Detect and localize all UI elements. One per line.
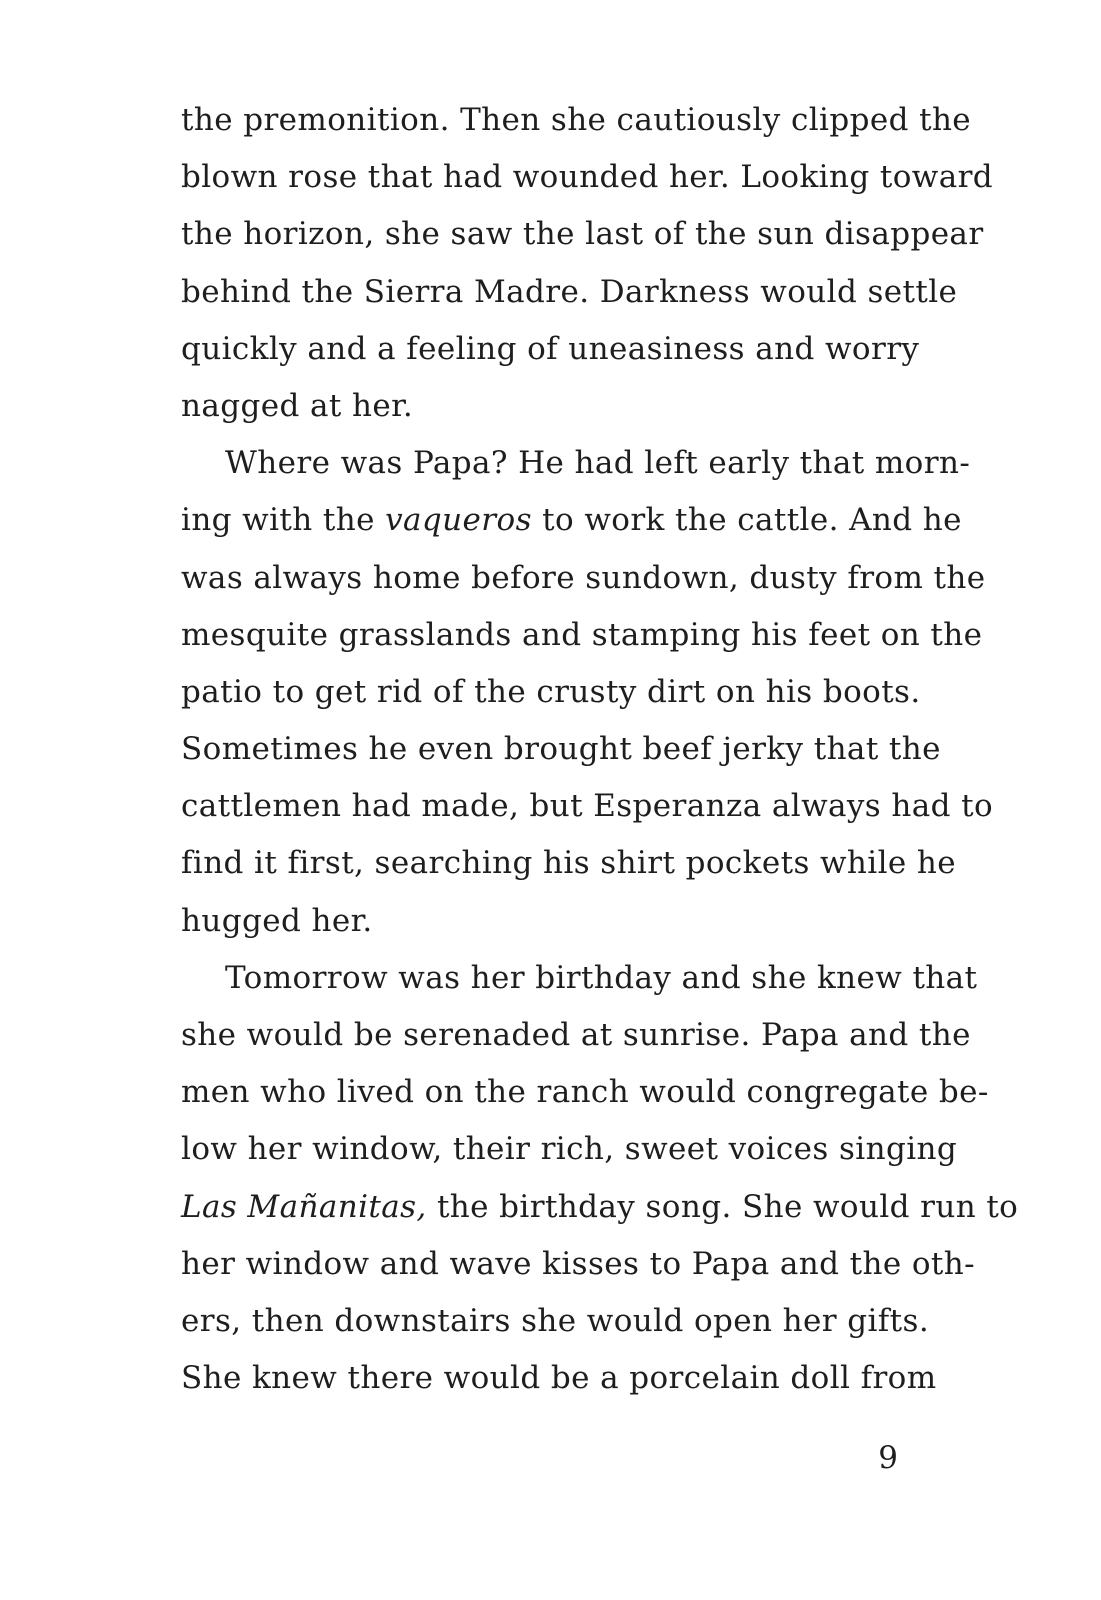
text-line <box>181 92 972 149</box>
text-run: low her window, their rich, sweet voices singing <box>181 1131 958 1168</box>
text-line <box>181 492 962 549</box>
text-run: the horizon, she saw the last of the sun disappear <box>181 216 984 253</box>
text-run: cattlemen had made, but Esperanza always had to <box>181 788 994 825</box>
paragraph <box>181 92 994 435</box>
text-run: patio to get rid of the crusty dirt on his boots. <box>181 673 921 710</box>
text-run: behind the Sierra Madre. Darkness would settle <box>181 273 958 310</box>
text-line <box>181 1236 976 1293</box>
text-line <box>181 550 986 607</box>
text-line <box>181 1121 958 1178</box>
text-run: the premonition. Then she cautiously clipped the <box>181 102 972 138</box>
text-run: blown rose that had wounded her. Looking toward <box>181 159 994 196</box>
text-run: quickly and a feeling of uneasiness and worry <box>181 330 920 367</box>
italic-text: Las Mañanitas, <box>181 1188 427 1225</box>
text-run: her window and wave kisses to Papa and the oth- <box>181 1245 976 1282</box>
text-line <box>181 607 983 664</box>
text-run: Sometimes he even brought beef jerky that the <box>181 731 941 768</box>
text-line <box>181 835 957 892</box>
text-line <box>181 378 899 435</box>
text-run: Where was Papa? He had left early that morn- <box>225 445 971 482</box>
text-line <box>181 893 899 950</box>
text-run: ing with the <box>181 502 386 539</box>
text-line <box>181 1007 971 1064</box>
text-run: the birthday song. She would run to <box>426 1188 1019 1225</box>
text-run: hugged her. <box>181 902 373 939</box>
text-run: she would be serenaded at sunrise. Papa and the <box>181 1017 971 1053</box>
text-run: find it first, searching his shirt pockets while he <box>181 845 957 882</box>
text-run: was always home before sundown, dusty from the <box>181 559 986 596</box>
italic-text: vaqueros <box>385 502 532 539</box>
text-run: mesquite grasslands and stamping his feet on the <box>181 616 983 653</box>
paragraph <box>181 950 1019 1408</box>
text-line <box>181 1064 989 1121</box>
text-run: men who lived on the ranch would congregate be- <box>181 1074 989 1111</box>
page-body-text <box>181 92 1019 1407</box>
paragraph <box>181 435 994 950</box>
text-line <box>181 321 920 378</box>
text-line <box>181 664 921 721</box>
text-line <box>181 149 994 206</box>
text-run: She knew there would be a porcelain doll from <box>181 1360 937 1397</box>
text-line <box>181 950 978 1007</box>
text-line <box>181 1293 930 1350</box>
text-line <box>181 206 984 263</box>
text-run: nagged at her. <box>181 387 414 424</box>
text-line <box>181 778 994 835</box>
text-line <box>181 721 941 778</box>
text-line <box>181 264 958 321</box>
page-number: 9 <box>878 1440 898 1476</box>
text-run: to work the cattle. And he <box>531 502 962 539</box>
text-run: ers, then downstairs she would open her gifts. <box>181 1302 930 1339</box>
text-line <box>181 435 971 492</box>
text-line <box>181 1350 937 1407</box>
text-run: Tomorrow was her birthday and she knew that <box>225 959 978 996</box>
text-line <box>181 1179 1019 1236</box>
